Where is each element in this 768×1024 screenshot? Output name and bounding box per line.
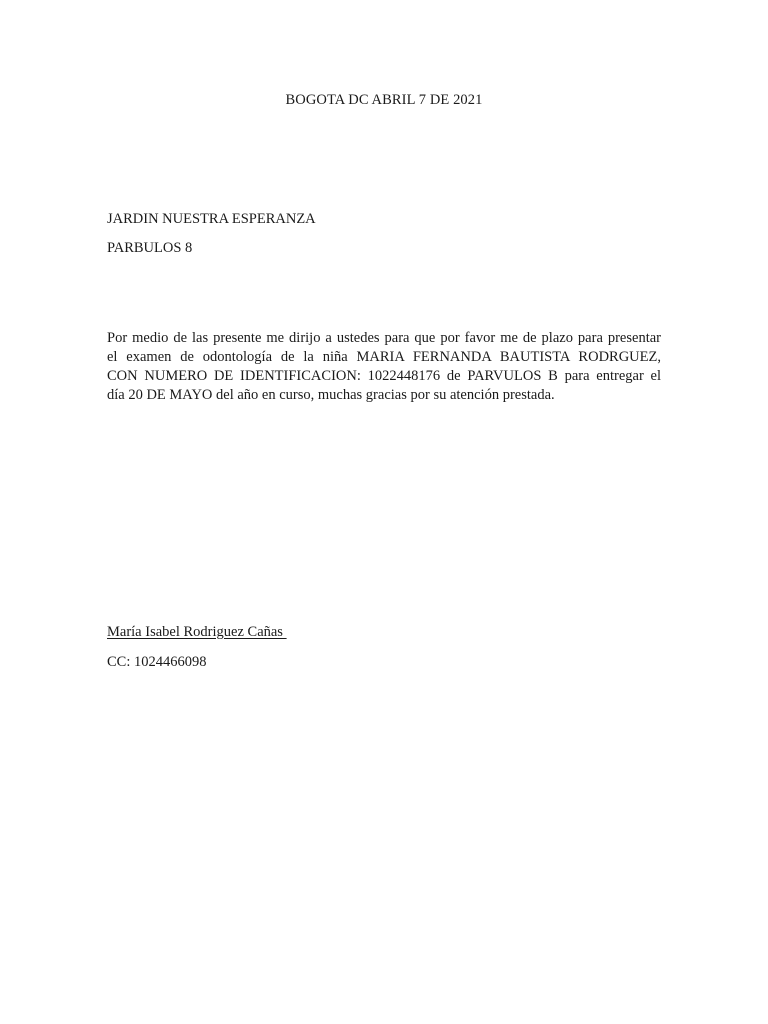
signature-id: CC: 1024466098 (107, 654, 207, 670)
letter-body-line: día 20 DE MAYO del año en curso, muchas gracias por su atención prestada. (107, 387, 555, 403)
letter-date: BOGOTA DC ABRIL 7 DE 2021 (285, 92, 483, 108)
signature-name: María Isabel Rodriguez Cañas (107, 624, 287, 640)
letter-body (107, 329, 661, 405)
letter-body-line: CON NUMERO DE IDENTIFICACION: 1022448176 de PARVULOS B para entregar el (107, 368, 661, 384)
letter-body-line: el examen de odontología de la niña MARIA FERNANDA BAUTISTA RODRGUEZ, (107, 349, 661, 365)
recipient-group: PARBULOS 8 (107, 240, 193, 256)
letter-body-line: Por medio de las presente me dirijo a ustedes para que por favor me de plazo para presentar (107, 330, 661, 346)
recipient-institution: JARDIN NUESTRA ESPERANZA (107, 211, 316, 227)
